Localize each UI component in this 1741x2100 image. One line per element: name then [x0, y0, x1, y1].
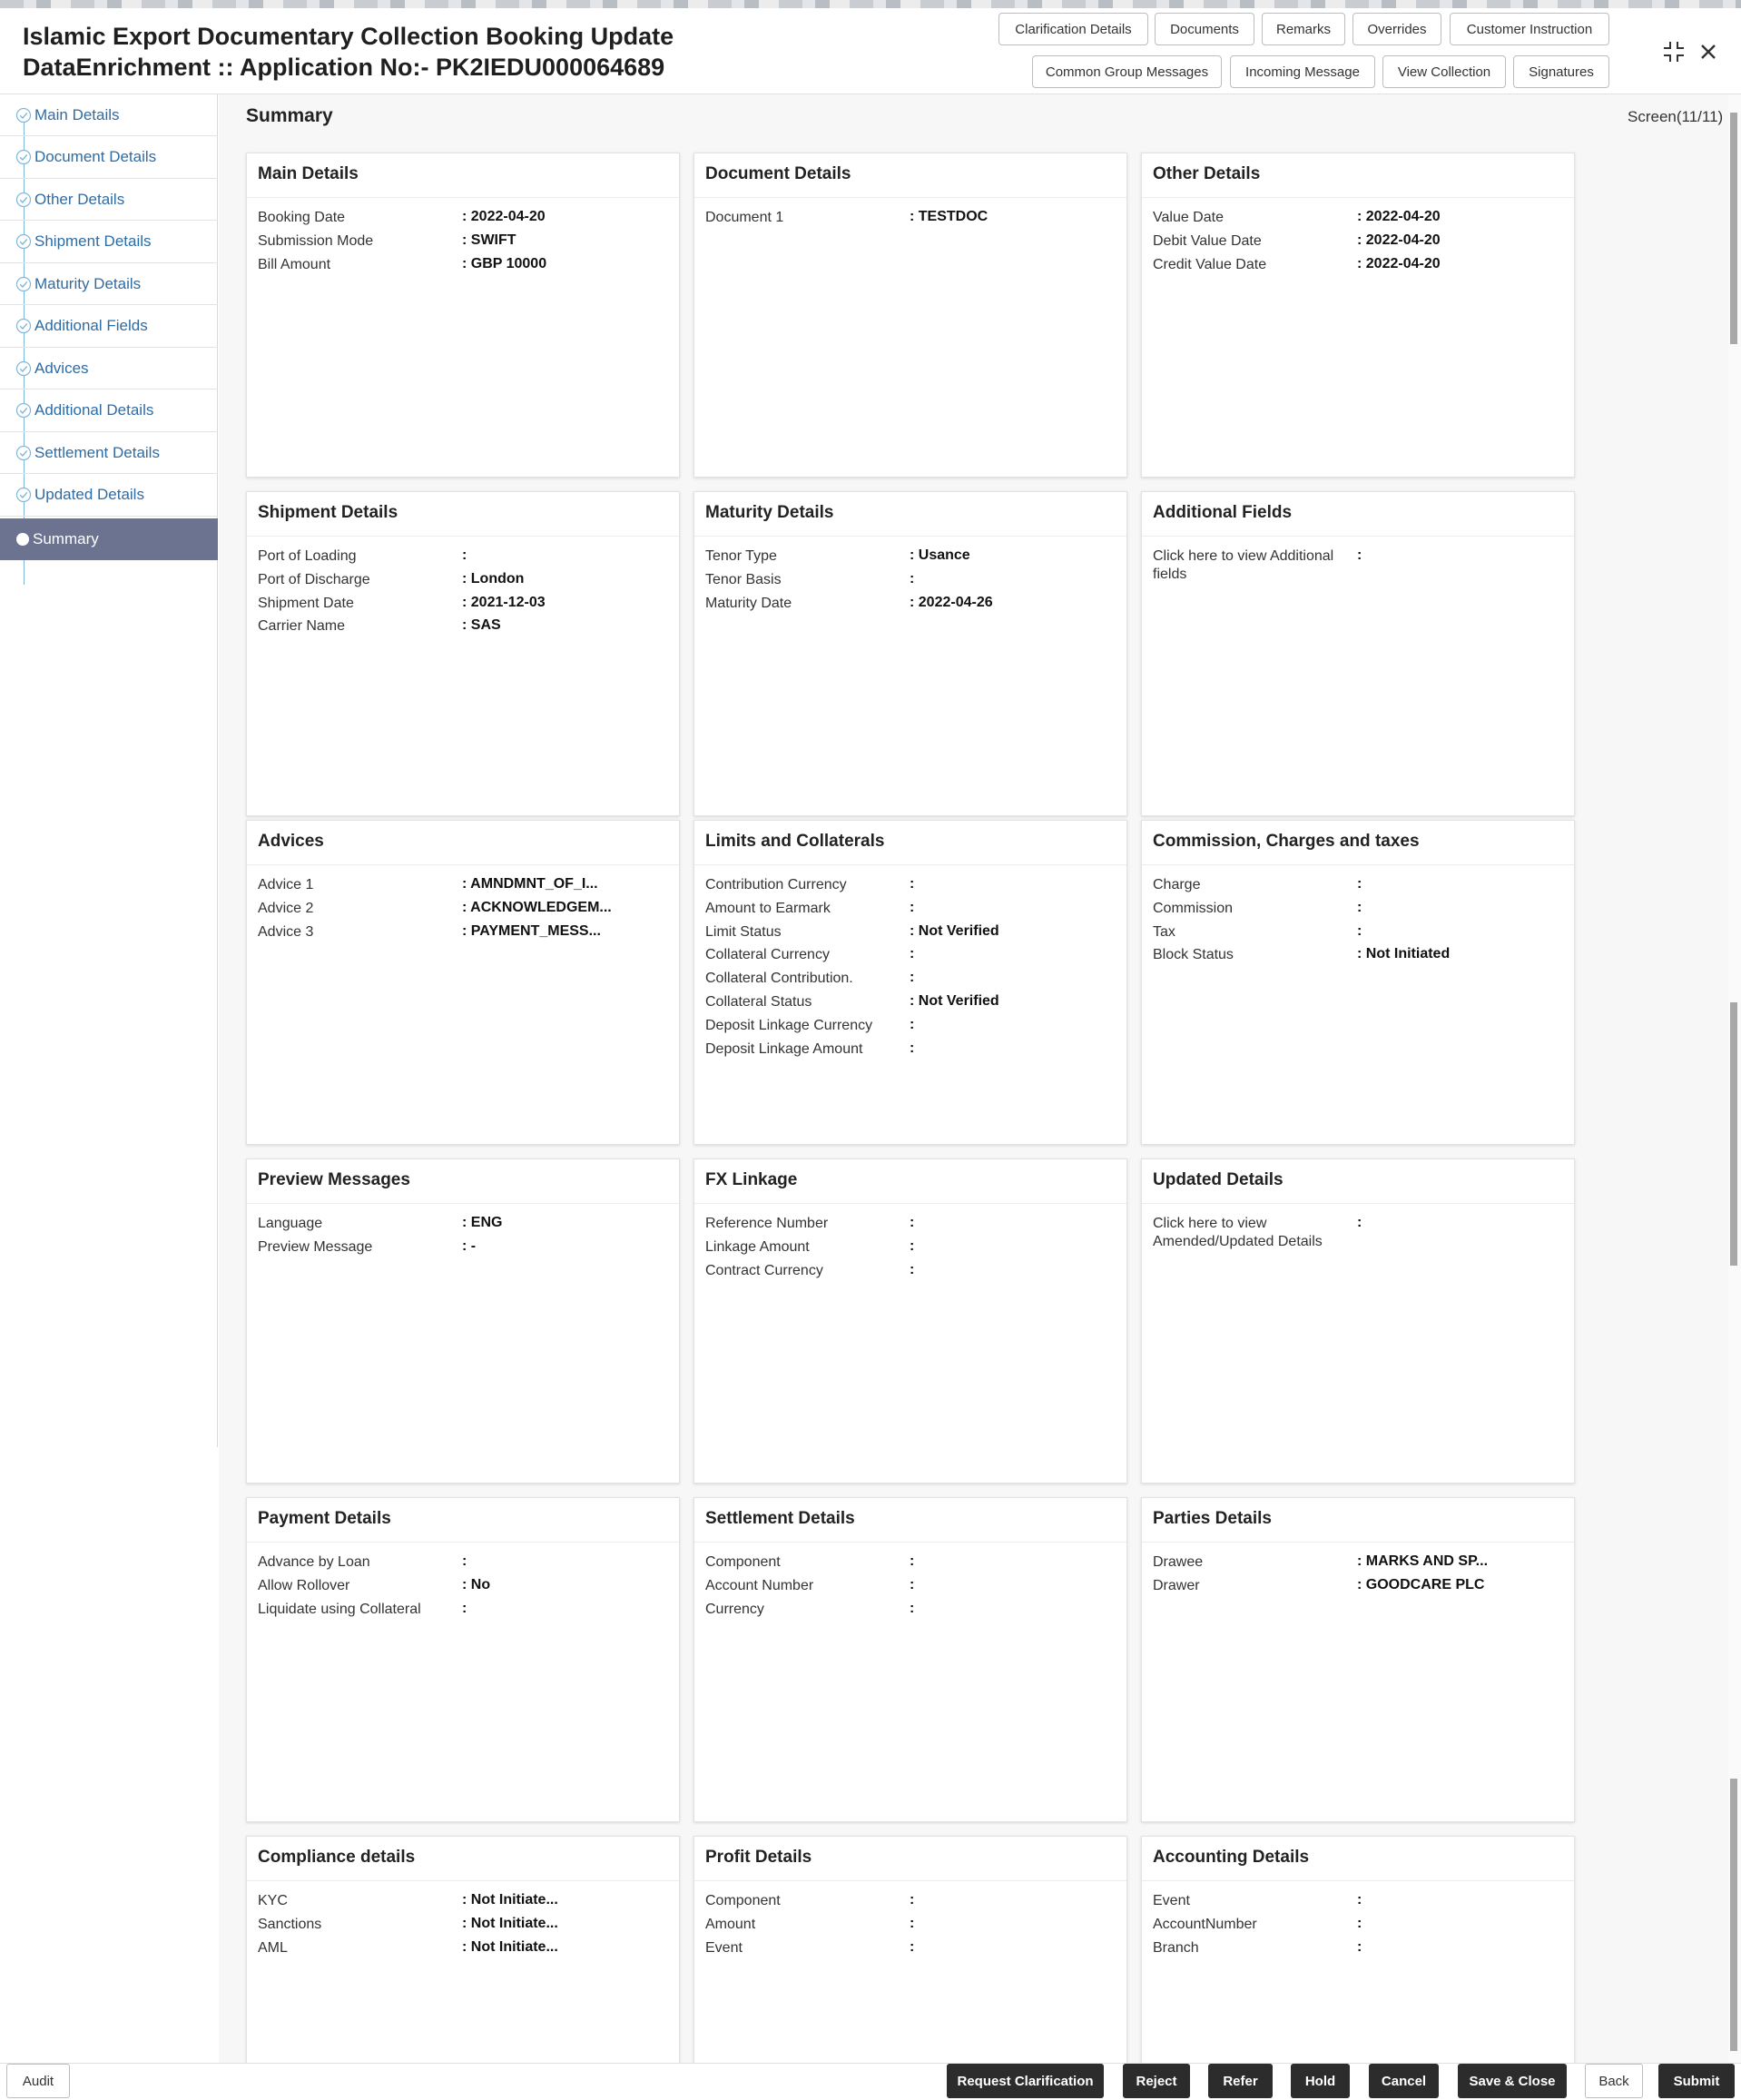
detail-row	[1153, 1577, 1570, 1601]
check-circle-icon	[15, 233, 32, 250]
detail-value: :	[910, 1553, 915, 1569]
audit-button[interactable]: Audit	[6, 2064, 70, 2098]
detail-value: :	[462, 1600, 467, 1616]
check-circle-icon	[15, 192, 32, 208]
detail-label: Click here to view Additional fields	[1153, 548, 1334, 582]
card-title: Profit Details	[705, 1848, 812, 1867]
detail-row	[258, 1215, 675, 1238]
sidebar-item-advices[interactable]	[0, 348, 218, 389]
detail-value: : GOODCARE PLC	[1357, 1576, 1485, 1592]
detail-value: :	[910, 899, 915, 915]
card-title: Additional Fields	[1153, 503, 1293, 522]
card-other-details	[1141, 153, 1575, 478]
card-updated-details	[1141, 1158, 1575, 1484]
card-title: Accounting Details	[1153, 1848, 1310, 1867]
detail-label: Tenor Type	[705, 548, 777, 564]
sidebar-item-shipment-details[interactable]	[0, 222, 218, 263]
card-title: Commission, Charges and taxes	[1153, 832, 1420, 851]
detail-value: : No	[462, 1576, 491, 1592]
detail-label: Block Status	[1153, 947, 1234, 963]
detail-value: : ACKNOWLEDGEM...	[462, 899, 612, 915]
detail-label: Value Date	[1153, 210, 1224, 225]
detail-row	[705, 209, 1123, 232]
detail-label: Deposit Linkage Amount	[705, 1040, 863, 1057]
card-accounting-details	[1141, 1836, 1575, 2100]
detail-label: Contribution Currency	[705, 877, 847, 892]
detail-value: : AMNDMNT_OF_I...	[462, 876, 598, 892]
detail-label: Carrier Name	[258, 618, 346, 635]
card-commission-charges-and-taxes	[1141, 820, 1575, 1145]
detail-row	[705, 1215, 1123, 1238]
detail-row	[258, 923, 675, 947]
card-divider	[247, 1203, 679, 1204]
detail-label: Component	[705, 1554, 781, 1570]
detail-value: :	[910, 1261, 915, 1277]
detail-row	[1153, 1553, 1570, 1577]
detail-value: :	[910, 1040, 915, 1056]
detail-label: Submission Mode	[258, 232, 374, 249]
detail-row	[258, 547, 675, 571]
card-shipment-details	[246, 491, 680, 816]
detail-row	[258, 595, 675, 618]
customer-instruction-button[interactable]: Customer Instruction	[1450, 13, 1609, 45]
reject-button[interactable]: Reject	[1123, 2064, 1190, 2098]
detail-value: : -	[462, 1237, 477, 1254]
sidebar-item-main-details[interactable]	[0, 94, 218, 136]
detail-value: : 2022-04-20	[1357, 255, 1441, 271]
scrollbar-thumb-3[interactable]	[1730, 1779, 1737, 2051]
detail-label: Component	[705, 1893, 781, 1908]
detail-row	[258, 1939, 675, 1963]
detail-label: Advice 3	[258, 923, 314, 940]
detail-row	[1153, 946, 1570, 970]
detail-row	[258, 1601, 675, 1624]
detail-value: :	[1357, 876, 1362, 892]
check-circle-icon	[15, 149, 32, 165]
view-collection-button[interactable]: View Collection	[1382, 55, 1506, 88]
card-divider	[1142, 1542, 1574, 1543]
sidebar-item-label: Shipment Details	[34, 232, 152, 250]
card-divider	[694, 197, 1126, 198]
card-divider	[1142, 536, 1574, 537]
card-document-details	[693, 153, 1127, 478]
sidebar-item-additional-fields[interactable]	[0, 306, 218, 348]
detail-row	[258, 256, 675, 280]
card-title: Main Details	[258, 164, 359, 183]
card-divider	[694, 1203, 1126, 1204]
sidebar-item-label: Settlement Details	[34, 443, 160, 461]
detail-row	[705, 1040, 1123, 1064]
detail-label: Click here to view Amended/Updated Details	[1153, 1216, 1323, 1249]
detail-label: Advice 2	[258, 900, 314, 916]
card-additional-fields	[1141, 491, 1575, 816]
card-title: Other Details	[1153, 164, 1261, 183]
detail-value: :	[462, 547, 467, 563]
card-title: Settlement Details	[705, 1509, 855, 1528]
detail-value: :	[910, 1938, 915, 1955]
submit-button[interactable]: Submit	[1658, 2064, 1735, 2098]
save-close-button[interactable]: Save & Close	[1458, 2064, 1567, 2098]
close-icon[interactable]	[1693, 36, 1724, 67]
page-title-line2: DataEnrichment :: Application No:- PK2IEDU000064689	[23, 54, 665, 81]
card-divider	[1142, 1880, 1574, 1881]
detail-value: :	[910, 876, 915, 892]
detail-value: : GBP 10000	[462, 255, 547, 271]
detail-label: Tenor Basis	[705, 571, 782, 587]
detail-label: Drawer	[1153, 1577, 1200, 1593]
detail-label: Event	[705, 1939, 743, 1956]
detail-label: KYC	[258, 1893, 288, 1908]
detail-row	[705, 595, 1123, 618]
sidebar-item-label: Additional Details	[34, 401, 154, 419]
detail-value: :	[1357, 1892, 1362, 1908]
card-compliance-details	[246, 1836, 680, 2100]
detail-row	[258, 1238, 675, 1262]
card-divider	[247, 864, 679, 865]
detail-row	[258, 876, 675, 900]
detail-label: Collateral Currency	[705, 947, 830, 963]
detail-value: :	[1357, 899, 1362, 915]
detail-row	[705, 1238, 1123, 1262]
check-circle-icon	[15, 318, 32, 334]
detail-value: :	[1357, 1215, 1362, 1230]
sidebar-item-label: Summary	[33, 530, 99, 547]
detail-row	[258, 617, 675, 641]
detail-value: :	[1357, 547, 1362, 563]
detail-value: :	[910, 1215, 915, 1230]
sidebar-item-label: Main Details	[34, 105, 120, 123]
detail-value: :	[910, 1915, 915, 1931]
detail-row	[1153, 209, 1570, 232]
documents-button[interactable]: Documents	[1155, 13, 1254, 45]
overrides-button[interactable]: Overrides	[1352, 13, 1441, 45]
detail-value: :	[1357, 922, 1362, 939]
card-title: Compliance details	[258, 1848, 416, 1867]
detail-row	[705, 1262, 1123, 1286]
back-button[interactable]: Back	[1585, 2064, 1643, 2098]
card-divider	[694, 1880, 1126, 1881]
sidebar-item-label: Maturity Details	[34, 274, 142, 292]
detail-label: Booking Date	[258, 210, 346, 225]
detail-label: Shipment Date	[258, 595, 354, 611]
detail-label: Port of Loading	[258, 548, 357, 564]
detail-label: Commission	[1153, 900, 1234, 916]
card-title: Shipment Details	[258, 503, 398, 522]
detail-value: : Not Initiate...	[462, 1938, 558, 1955]
detail-value: : SWIFT	[462, 232, 516, 248]
detail-value: : Usance	[910, 547, 970, 563]
detail-label: Branch	[1153, 1939, 1199, 1956]
detail-value: : Not Verified	[910, 993, 999, 1009]
sidebar-item-updated-details[interactable]	[0, 475, 218, 517]
card-maturity-details	[693, 491, 1127, 816]
detail-label: Bill Amount	[258, 256, 331, 272]
sidebar-item-label: Document Details	[34, 148, 157, 165]
detail-value: : Not Verified	[910, 922, 999, 939]
sidebar-item-additional-details[interactable]	[0, 390, 218, 432]
detail-label: Limit Status	[705, 923, 782, 940]
card-divider	[1142, 864, 1574, 865]
detail-value: :	[1357, 1915, 1362, 1931]
detail-label: Allow Rollover	[258, 1577, 350, 1593]
sidebar-item-label: Advices	[34, 359, 89, 377]
sidebar-item-summary[interactable]	[0, 518, 218, 560]
card-advices	[246, 820, 680, 1145]
detail-value: :	[910, 570, 915, 587]
detail-label: Charge	[1153, 877, 1201, 892]
detail-label: Deposit Linkage Currency	[705, 1017, 873, 1033]
detail-value: : 2022-04-20	[462, 209, 546, 224]
sidebar-item-label: Updated Details	[34, 486, 144, 503]
detail-label: Amount to Earmark	[705, 900, 831, 916]
sidebar-item-settlement-details[interactable]	[0, 432, 218, 474]
detail-label: Sanctions	[258, 1916, 322, 1932]
vertical-scrollbar[interactable]	[1728, 94, 1741, 2063]
scrollbar-thumb-2[interactable]	[1730, 1002, 1737, 1266]
detail-row	[1153, 876, 1570, 900]
detail-label: Preview Message	[258, 1238, 373, 1255]
detail-row[interactable]	[1153, 547, 1570, 582]
detail-label: Contract Currency	[705, 1262, 823, 1278]
detail-value: :	[910, 1576, 915, 1592]
card-parties-details	[1141, 1497, 1575, 1822]
detail-value: :	[1357, 1938, 1362, 1955]
detail-row	[705, 1577, 1123, 1601]
detail-label: Drawee	[1153, 1554, 1204, 1570]
sidebar-item-other-details[interactable]	[0, 179, 218, 221]
check-circle-icon	[15, 402, 32, 419]
detail-value: :	[910, 1600, 915, 1616]
card-divider	[1142, 197, 1574, 198]
card-fx-linkage	[693, 1158, 1127, 1484]
detail-label: Credit Value Date	[1153, 256, 1267, 272]
detail-value: : ENG	[462, 1215, 503, 1230]
common-group-messages-button[interactable]: Common Group Messages	[1032, 55, 1222, 88]
top-decorative-strip	[0, 0, 1741, 8]
detail-row	[258, 1553, 675, 1577]
detail-value: : MARKS AND SP...	[1357, 1553, 1489, 1569]
check-circle-icon	[15, 445, 32, 461]
detail-row	[705, 993, 1123, 1017]
detail-label: Advance by Loan	[258, 1554, 370, 1570]
request-clarification-button[interactable]: Request Clarification	[947, 2064, 1104, 2098]
sidebar-item-label: Additional Fields	[34, 317, 148, 334]
card-payment-details	[246, 1497, 680, 1822]
collapse-icon[interactable]	[1658, 36, 1689, 67]
sidebar-item-label: Other Details	[34, 190, 125, 208]
detail-row	[1153, 1916, 1570, 1939]
card-limits-and-collaterals	[693, 820, 1127, 1145]
incoming-message-button[interactable]: Incoming Message	[1230, 55, 1375, 88]
detail-value: : TESTDOC	[910, 209, 989, 224]
detail-row	[1153, 1892, 1570, 1916]
sidebar-item-document-details[interactable]	[0, 137, 218, 179]
detail-value: :	[462, 1553, 467, 1569]
detail-value: : PAYMENT_MESS...	[462, 922, 601, 939]
sidebar-item-maturity-details[interactable]	[0, 263, 218, 305]
card-preview-messages	[246, 1158, 680, 1484]
card-divider	[694, 536, 1126, 537]
detail-value: : 2022-04-26	[910, 594, 993, 610]
detail-label: Collateral Status	[705, 994, 812, 1010]
detail-row[interactable]	[1153, 1215, 1570, 1249]
card-divider	[694, 864, 1126, 865]
hold-button[interactable]: Hold	[1291, 2064, 1350, 2098]
card-title: Document Details	[705, 164, 851, 183]
detail-row	[705, 876, 1123, 900]
card-title: Maturity Details	[705, 503, 834, 522]
card-title: Limits and Collaterals	[705, 832, 885, 851]
detail-value: :	[910, 970, 915, 986]
detail-row	[258, 232, 675, 256]
summary-heading: Summary	[246, 105, 333, 126]
detail-label: Liquidate using Collateral	[258, 1601, 421, 1617]
screen-counter: Screen(11/11)	[1628, 108, 1724, 125]
detail-value: : London	[462, 570, 525, 587]
check-circle-icon	[15, 360, 32, 377]
detail-row	[705, 1017, 1123, 1040]
detail-row	[258, 1577, 675, 1601]
detail-label: Reference Number	[705, 1216, 829, 1231]
detail-value: : Not Initiate...	[462, 1915, 558, 1931]
detail-row	[705, 1916, 1123, 1939]
detail-row	[705, 1892, 1123, 1916]
card-divider	[247, 536, 679, 537]
detail-row	[258, 209, 675, 232]
card-title: Preview Messages	[258, 1170, 410, 1189]
cancel-button[interactable]: Cancel	[1369, 2064, 1439, 2098]
card-title: Payment Details	[258, 1509, 391, 1528]
check-circle-icon	[15, 107, 32, 123]
detail-row	[258, 571, 675, 595]
signatures-button[interactable]: Signatures	[1513, 55, 1609, 88]
check-circle-icon	[15, 487, 32, 503]
detail-label: Debit Value Date	[1153, 232, 1262, 249]
header	[0, 8, 1741, 94]
detail-row	[1153, 923, 1570, 947]
detail-label: Document 1	[705, 210, 784, 225]
card-divider	[247, 1880, 679, 1881]
scrollbar-thumb[interactable]	[1730, 113, 1737, 344]
detail-row	[705, 1601, 1123, 1624]
detail-value: :	[910, 1016, 915, 1032]
card-title: FX Linkage	[705, 1170, 798, 1189]
detail-label: Amount	[705, 1916, 756, 1932]
detail-value: :	[910, 1237, 915, 1254]
check-circle-icon	[15, 276, 32, 292]
detail-value: :	[910, 1892, 915, 1908]
detail-label: Account Number	[705, 1577, 814, 1593]
remarks-button[interactable]: Remarks	[1262, 13, 1345, 45]
page-title	[23, 21, 674, 83]
detail-row	[705, 547, 1123, 571]
card-main-details	[246, 153, 680, 478]
detail-value: : 2022-04-20	[1357, 209, 1441, 224]
detail-row	[705, 970, 1123, 993]
detail-value: : Not Initiate...	[462, 1892, 558, 1908]
card-title: Parties Details	[1153, 1509, 1272, 1528]
detail-row	[705, 923, 1123, 947]
detail-row	[1153, 232, 1570, 256]
detail-value: : 2022-04-20	[1357, 232, 1441, 248]
card-title: Updated Details	[1153, 1170, 1284, 1189]
detail-row	[258, 1892, 675, 1916]
detail-row	[705, 900, 1123, 923]
detail-row	[1153, 900, 1570, 923]
detail-label: Collateral Contribution.	[705, 971, 853, 987]
detail-value: :	[910, 946, 915, 962]
detail-value: : Not Initiated	[1357, 946, 1451, 962]
detail-value: : SAS	[462, 617, 501, 634]
detail-row	[1153, 1939, 1570, 1963]
card-settlement-details	[693, 1497, 1127, 1822]
detail-row	[705, 946, 1123, 970]
detail-label: Maturity Date	[705, 595, 792, 611]
refer-button[interactable]: Refer	[1208, 2064, 1273, 2098]
detail-row	[258, 900, 675, 923]
detail-label: Event	[1153, 1893, 1190, 1908]
detail-row	[705, 571, 1123, 595]
detail-label: Language	[258, 1216, 323, 1231]
active-step-icon	[16, 533, 29, 546]
detail-row	[705, 1939, 1123, 1963]
card-profit-details	[693, 1836, 1127, 2100]
detail-value: : 2021-12-03	[462, 594, 546, 610]
card-title: Advices	[258, 832, 324, 851]
detail-row	[258, 1916, 675, 1939]
detail-row	[1153, 256, 1570, 280]
detail-label: AML	[258, 1939, 288, 1956]
detail-label: Port of Discharge	[258, 571, 370, 587]
detail-label: Linkage Amount	[705, 1238, 810, 1255]
page-title-line1: Islamic Export Documentary Collection Booking Update	[23, 23, 674, 50]
clarification-details-button[interactable]: Clarification Details	[998, 13, 1148, 45]
card-divider	[247, 197, 679, 198]
card-divider	[1142, 1203, 1574, 1204]
detail-row	[705, 1553, 1123, 1577]
card-divider	[247, 1542, 679, 1543]
detail-label: Tax	[1153, 923, 1175, 940]
card-divider	[694, 1542, 1126, 1543]
detail-label: AccountNumber	[1153, 1916, 1257, 1932]
detail-label: Advice 1	[258, 877, 314, 892]
detail-label: Currency	[705, 1601, 764, 1617]
